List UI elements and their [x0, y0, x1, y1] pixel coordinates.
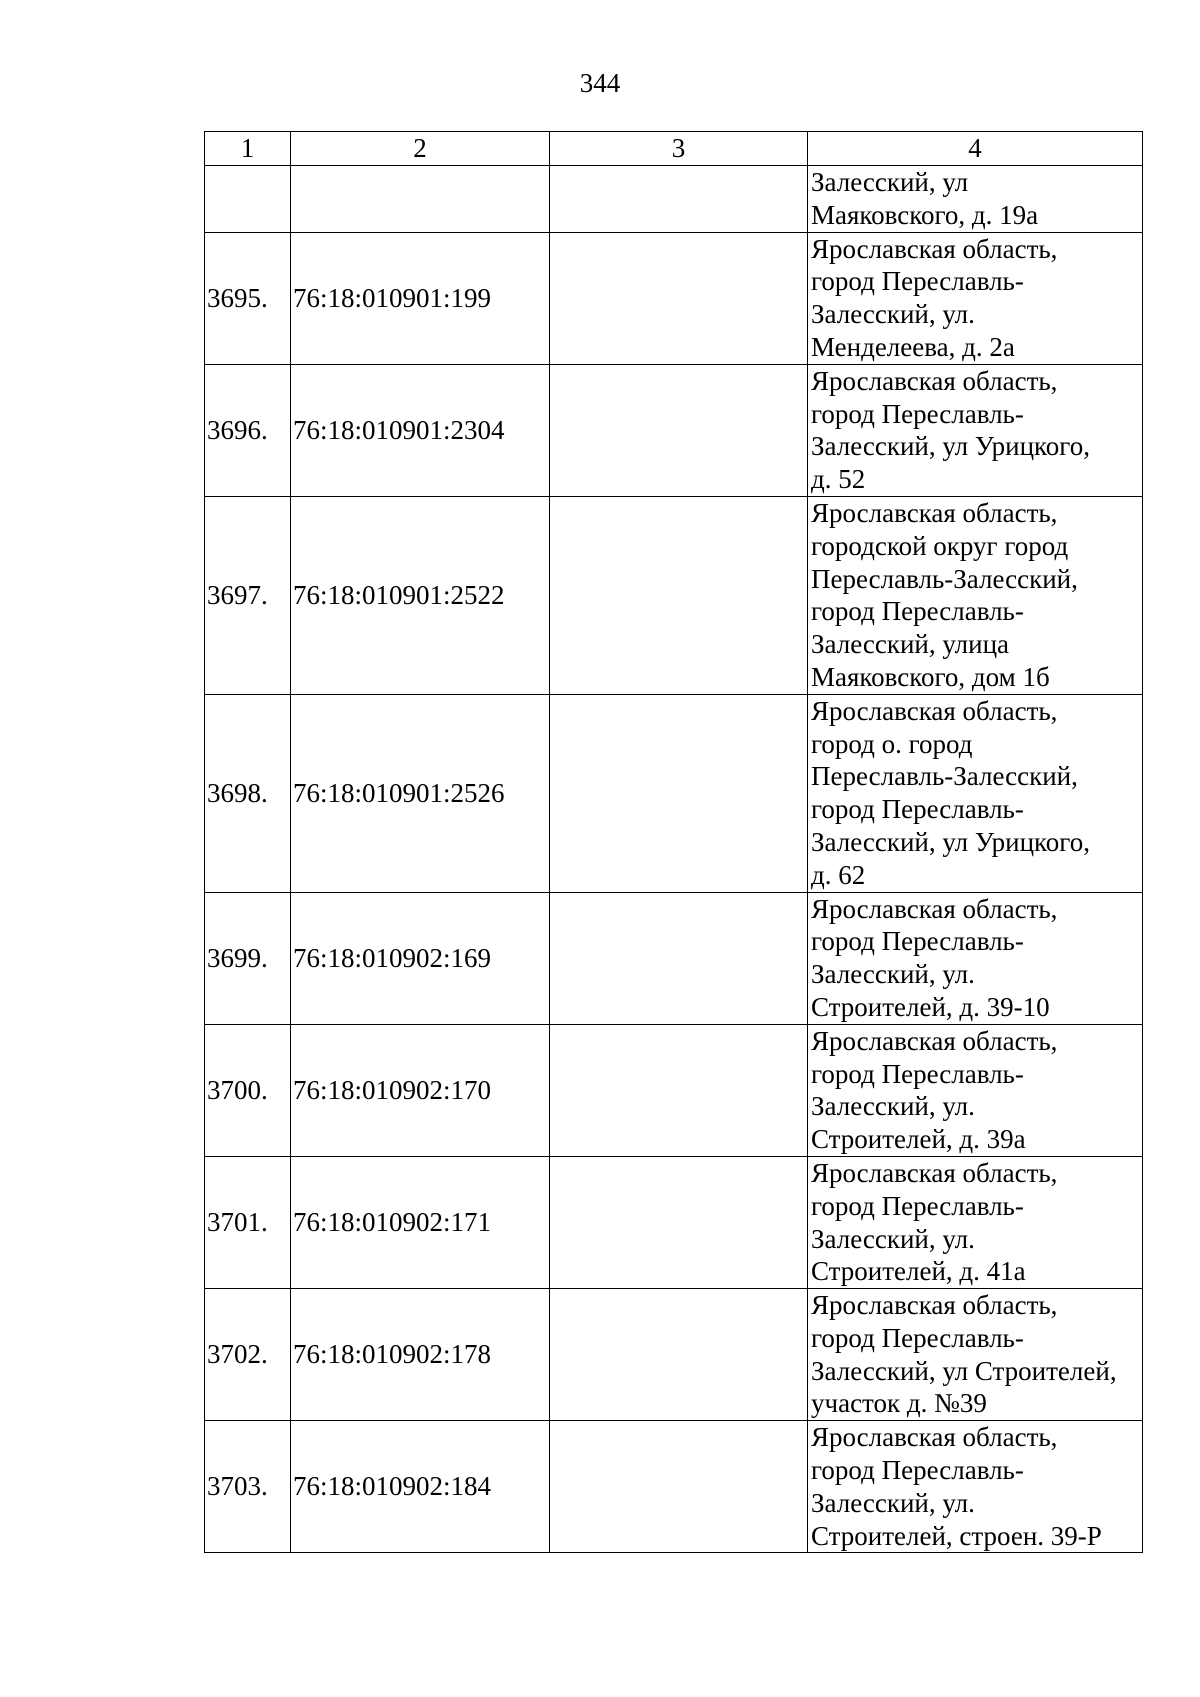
cadastral-number: 76:18:010902:178	[291, 1289, 550, 1421]
row-number: 3703.	[205, 1421, 291, 1553]
table-row	[205, 694, 1143, 892]
cadastral-number	[291, 166, 550, 233]
cadastral-number: 76:18:010901:2522	[291, 496, 550, 694]
table-row	[205, 166, 1143, 233]
column-3-cell	[550, 496, 808, 694]
table-row	[205, 1024, 1143, 1156]
column-3-cell	[550, 1156, 808, 1288]
column-3-cell	[550, 1289, 808, 1421]
address-cell: Ярославская область, город Переславль- Залесский, ул. Менделеева, д. 2а	[808, 232, 1143, 364]
column-3-cell	[550, 892, 808, 1024]
column-3-cell	[550, 364, 808, 496]
row-number: 3697.	[205, 496, 291, 694]
table-row	[205, 1156, 1143, 1288]
address-cell: Ярославская область, город о. город Переславль-Залесский, город Переславль- Залесский, ул Урицкого, д. 62	[808, 694, 1143, 892]
row-number: 3700.	[205, 1024, 291, 1156]
cadastral-number: 76:18:010901:2304	[291, 364, 550, 496]
column-header-2: 2	[291, 132, 550, 166]
address-cell: Ярославская область, городской округ город Переславль-Залесский, город Переславль- Залесский, улица Маяковского, дом 1б	[808, 496, 1143, 694]
address-cell: Ярославская область, город Переславль- Залесский, ул. Строителей, строен. 39-Р	[808, 1421, 1143, 1553]
row-number: 3698.	[205, 694, 291, 892]
table-row	[205, 232, 1143, 364]
column-3-cell	[550, 1024, 808, 1156]
table-row	[205, 364, 1143, 496]
row-number	[205, 166, 291, 233]
column-3-cell	[550, 1421, 808, 1553]
column-header-1: 1	[205, 132, 291, 166]
row-number: 3699.	[205, 892, 291, 1024]
address-cell: Ярославская область, город Переславль- Залесский, ул. Строителей, д. 41а	[808, 1156, 1143, 1288]
address-cell: Ярославская область, город Переславль- Залесский, ул. Строителей, д. 39-10	[808, 892, 1143, 1024]
cadastral-number: 76:18:010902:169	[291, 892, 550, 1024]
page-number: 344	[579, 68, 621, 98]
address-cell: Ярославская область, город Переславль- Залесский, ул. Строителей, д. 39а	[808, 1024, 1143, 1156]
cadastral-number: 76:18:010902:184	[291, 1421, 550, 1553]
row-number: 3701.	[205, 1156, 291, 1288]
table-row	[205, 496, 1143, 694]
column-3-cell	[550, 166, 808, 233]
table-row	[205, 1421, 1143, 1553]
address-cell: Ярославская область, город Переславль- Залесский, ул Строителей, участок д. №39	[808, 1289, 1143, 1421]
registry-table	[204, 131, 1143, 1553]
cadastral-number: 76:18:010901:199	[291, 232, 550, 364]
row-number: 3702.	[205, 1289, 291, 1421]
row-number: 3696.	[205, 364, 291, 496]
cadastral-number: 76:18:010902:171	[291, 1156, 550, 1288]
column-3-cell	[550, 232, 808, 364]
column-header-4: 4	[808, 132, 1143, 166]
address-cell: Залесский, ул Маяковского, д. 19а	[808, 166, 1143, 233]
address-cell: Ярославская область, город Переславль- Залесский, ул Урицкого, д. 52	[808, 364, 1143, 496]
table-header-row	[205, 132, 1143, 166]
row-number: 3695.	[205, 232, 291, 364]
column-header-3: 3	[550, 132, 808, 166]
table-row	[205, 1289, 1143, 1421]
table-row	[205, 892, 1143, 1024]
column-3-cell	[550, 694, 808, 892]
cadastral-number: 76:18:010901:2526	[291, 694, 550, 892]
cadastral-number: 76:18:010902:170	[291, 1024, 550, 1156]
